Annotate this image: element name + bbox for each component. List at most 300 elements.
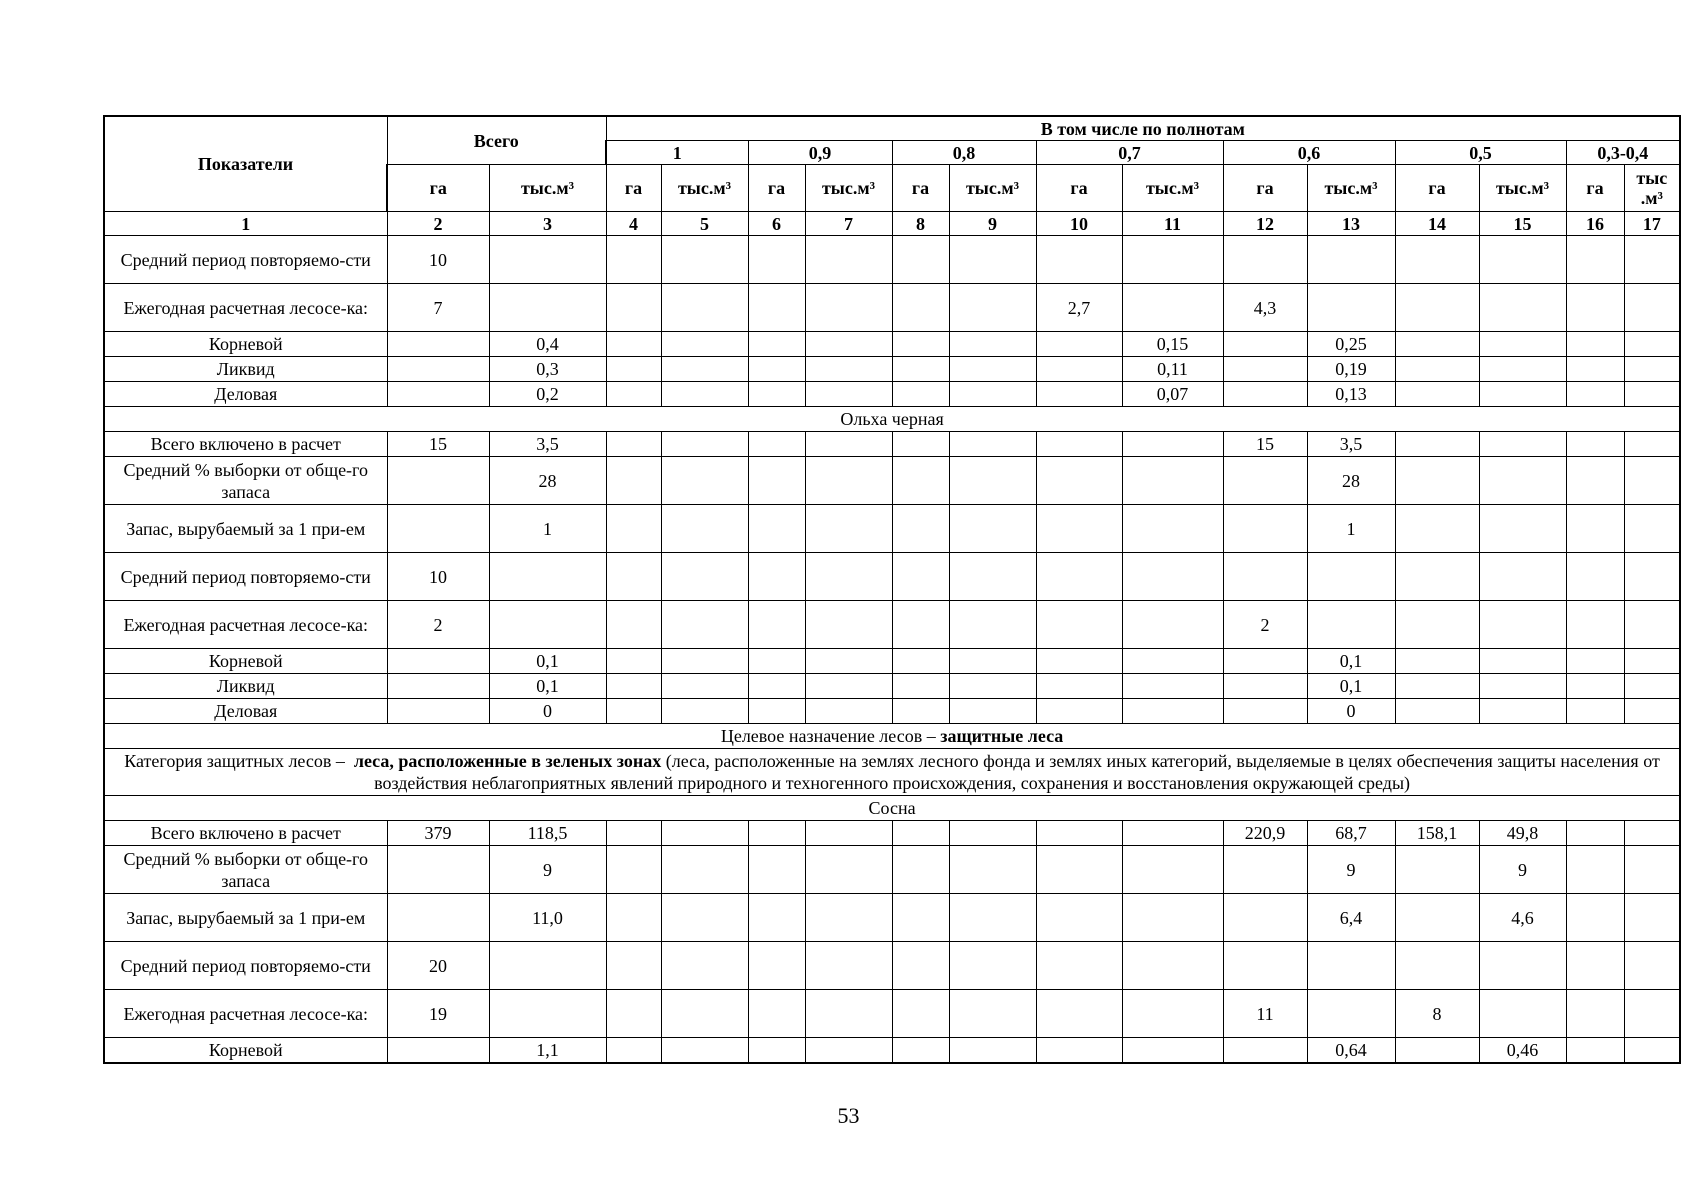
column-number: 10 xyxy=(1036,212,1122,236)
table-cell xyxy=(1395,894,1479,942)
table-cell xyxy=(1036,649,1122,674)
forest-purpose xyxy=(104,724,1680,749)
table-cell xyxy=(1395,357,1479,382)
table-cell xyxy=(805,674,892,699)
table-cell xyxy=(1122,432,1223,457)
table-cell xyxy=(661,357,748,382)
table-cell xyxy=(489,990,606,1038)
table-cell xyxy=(949,821,1036,846)
table-cell xyxy=(949,432,1036,457)
table-cell xyxy=(805,553,892,601)
table-cell xyxy=(1036,601,1122,649)
table-cell: 10 xyxy=(387,236,489,284)
table-cell xyxy=(1036,699,1122,724)
table-cell xyxy=(1307,990,1395,1038)
unit-volume: тыс.м³ xyxy=(1479,165,1566,212)
table-cell: 9 xyxy=(1307,846,1395,894)
table-cell xyxy=(805,284,892,332)
density-header: 0,3-0,4 xyxy=(1566,141,1680,165)
table-cell xyxy=(1566,457,1624,505)
row-label: Запас, вырубаемый за 1 при-ем xyxy=(104,894,387,942)
table-cell xyxy=(1223,942,1307,990)
table-cell xyxy=(1036,990,1122,1038)
table-cell xyxy=(489,236,606,284)
table-cell xyxy=(805,382,892,407)
table-cell: 15 xyxy=(1223,432,1307,457)
table-cell xyxy=(606,236,661,284)
table-cell xyxy=(892,332,949,357)
table-cell xyxy=(489,942,606,990)
table-cell xyxy=(1566,674,1624,699)
table-cell xyxy=(1395,601,1479,649)
table-cell xyxy=(892,284,949,332)
table-cell xyxy=(1307,284,1395,332)
header-total: Всего xyxy=(387,116,606,165)
table-cell: 0,1 xyxy=(1307,649,1395,674)
unit-ha: га xyxy=(606,165,661,212)
table-cell: 11,0 xyxy=(489,894,606,942)
table-cell: 0,1 xyxy=(1307,674,1395,699)
unit-volume: тыс.м³ xyxy=(489,165,606,212)
row-label: Деловая xyxy=(104,699,387,724)
table-cell: 0,3 xyxy=(489,357,606,382)
table-cell: 6,4 xyxy=(1307,894,1395,942)
table-cell: 1 xyxy=(489,505,606,553)
table-cell xyxy=(1479,990,1566,1038)
table-cell xyxy=(892,990,949,1038)
purpose-prefix: Целевое назначение лесов – xyxy=(720,726,941,746)
table-cell xyxy=(1624,357,1680,382)
table-cell xyxy=(1395,942,1479,990)
table-cell xyxy=(661,432,748,457)
table-cell xyxy=(805,699,892,724)
table-cell xyxy=(1566,382,1624,407)
column-number: 16 xyxy=(1566,212,1624,236)
table-cell: 19 xyxy=(387,990,489,1038)
table-cell xyxy=(1479,674,1566,699)
table-cell: 0,25 xyxy=(1307,332,1395,357)
table-cell: 0 xyxy=(1307,699,1395,724)
table-cell xyxy=(805,432,892,457)
row-label: Средний период повторяемо-сти xyxy=(104,942,387,990)
row-label: Средний период повторяемо-сти xyxy=(104,553,387,601)
unit-volume: тыс .м³ xyxy=(1624,165,1680,212)
table-cell xyxy=(606,942,661,990)
table-cell: 0,13 xyxy=(1307,382,1395,407)
table-cell xyxy=(1395,432,1479,457)
column-number: 11 xyxy=(1122,212,1223,236)
table-cell xyxy=(606,674,661,699)
table-cell: 0,07 xyxy=(1122,382,1223,407)
table-row xyxy=(104,649,1680,674)
table-cell xyxy=(805,457,892,505)
unit-ha: га xyxy=(387,165,489,212)
table-cell xyxy=(661,1038,748,1064)
column-number: 2 xyxy=(387,212,489,236)
table-cell: 8 xyxy=(1395,990,1479,1038)
column-number: 3 xyxy=(489,212,606,236)
table-cell xyxy=(606,821,661,846)
table-cell xyxy=(1036,942,1122,990)
table-cell xyxy=(606,553,661,601)
table-cell xyxy=(892,457,949,505)
table-cell xyxy=(387,846,489,894)
column-number: 14 xyxy=(1395,212,1479,236)
table-cell xyxy=(1122,674,1223,699)
forest-harvest-table xyxy=(103,115,1681,1064)
table-cell xyxy=(949,457,1036,505)
table-body xyxy=(104,236,1680,1064)
table-cell xyxy=(1479,649,1566,674)
section-row xyxy=(104,407,1680,432)
column-number: 12 xyxy=(1223,212,1307,236)
unit-volume: тыс.м³ xyxy=(949,165,1036,212)
table-row xyxy=(104,553,1680,601)
column-number: 13 xyxy=(1307,212,1395,236)
unit-ha: га xyxy=(1395,165,1479,212)
unit-volume: тыс.м³ xyxy=(661,165,748,212)
table-cell xyxy=(661,382,748,407)
table-cell xyxy=(606,894,661,942)
table-cell xyxy=(892,382,949,407)
table-cell xyxy=(1566,553,1624,601)
table-cell xyxy=(606,332,661,357)
table-cell xyxy=(1036,505,1122,553)
table-cell xyxy=(1036,821,1122,846)
table-cell xyxy=(1624,821,1680,846)
table-cell xyxy=(1223,699,1307,724)
table-row xyxy=(104,457,1680,505)
density-header: 0,9 xyxy=(748,141,892,165)
table-cell xyxy=(661,942,748,990)
table-cell xyxy=(748,382,805,407)
table-cell xyxy=(1122,821,1223,846)
table-cell xyxy=(949,990,1036,1038)
table-cell xyxy=(892,699,949,724)
table-cell xyxy=(1624,942,1680,990)
table-cell xyxy=(387,649,489,674)
table-cell xyxy=(1223,649,1307,674)
table-cell xyxy=(661,699,748,724)
table-cell xyxy=(1479,942,1566,990)
table-cell xyxy=(1566,1038,1624,1064)
table-cell xyxy=(1479,699,1566,724)
table-cell xyxy=(748,894,805,942)
table-cell xyxy=(1223,357,1307,382)
table-cell xyxy=(1624,674,1680,699)
table-cell: 9 xyxy=(1479,846,1566,894)
table-cell xyxy=(892,236,949,284)
table-cell xyxy=(949,674,1036,699)
table-cell xyxy=(1307,553,1395,601)
table-cell xyxy=(1223,846,1307,894)
table-cell: 0,1 xyxy=(489,674,606,699)
table-cell xyxy=(1307,601,1395,649)
table-cell xyxy=(1395,846,1479,894)
table-cell: 118,5 xyxy=(489,821,606,846)
table-cell: 0,11 xyxy=(1122,357,1223,382)
table-cell xyxy=(748,357,805,382)
table-cell xyxy=(1479,553,1566,601)
table-cell xyxy=(1395,553,1479,601)
table-cell xyxy=(661,990,748,1038)
table-cell xyxy=(949,649,1036,674)
table-cell xyxy=(606,699,661,724)
table-cell xyxy=(1566,846,1624,894)
table-cell xyxy=(805,821,892,846)
table-cell xyxy=(606,382,661,407)
table-cell xyxy=(1566,236,1624,284)
row-label: Всего включено в расчет xyxy=(104,432,387,457)
table-cell xyxy=(1479,357,1566,382)
table-cell xyxy=(1566,601,1624,649)
table-cell xyxy=(1036,1038,1122,1064)
density-header: 0,8 xyxy=(892,141,1036,165)
table-cell: 49,8 xyxy=(1479,821,1566,846)
table-cell xyxy=(1566,432,1624,457)
section-title: Сосна xyxy=(104,796,1680,821)
column-number: 9 xyxy=(949,212,1036,236)
table-row xyxy=(104,1038,1680,1064)
table-cell: 28 xyxy=(489,457,606,505)
row-label: Корневой xyxy=(104,332,387,357)
table-cell xyxy=(1122,505,1223,553)
header-by-density: В том числе по полнотам xyxy=(606,116,1680,141)
table-cell xyxy=(1122,553,1223,601)
table-cell xyxy=(606,505,661,553)
table-cell: 20 xyxy=(387,942,489,990)
table-cell: 9 xyxy=(489,846,606,894)
column-number: 5 xyxy=(661,212,748,236)
table-cell xyxy=(387,1038,489,1064)
table-cell xyxy=(805,601,892,649)
table-cell xyxy=(949,699,1036,724)
table-cell xyxy=(1036,382,1122,407)
table-cell xyxy=(1036,894,1122,942)
table-cell xyxy=(606,432,661,457)
table-cell xyxy=(661,821,748,846)
table-row xyxy=(104,894,1680,942)
table-cell xyxy=(1624,332,1680,357)
table-cell xyxy=(805,332,892,357)
table-cell xyxy=(1036,357,1122,382)
table-cell xyxy=(1395,236,1479,284)
table-cell xyxy=(892,432,949,457)
table-cell xyxy=(805,649,892,674)
table-cell xyxy=(1566,332,1624,357)
table-cell xyxy=(1395,382,1479,407)
table-cell xyxy=(892,649,949,674)
table-cell xyxy=(1036,457,1122,505)
column-number: 15 xyxy=(1479,212,1566,236)
table-cell: 2 xyxy=(387,601,489,649)
table-cell xyxy=(892,553,949,601)
table-cell xyxy=(1479,505,1566,553)
table-cell xyxy=(748,942,805,990)
column-number: 6 xyxy=(748,212,805,236)
table-cell xyxy=(748,432,805,457)
table-cell xyxy=(1624,382,1680,407)
purpose-value: защитные леса xyxy=(940,726,1064,746)
table-cell: 158,1 xyxy=(1395,821,1479,846)
table-cell xyxy=(661,505,748,553)
table-cell xyxy=(1307,942,1395,990)
table-cell xyxy=(606,1038,661,1064)
table-cell xyxy=(1036,332,1122,357)
table-cell xyxy=(387,894,489,942)
unit-ha: га xyxy=(1223,165,1307,212)
table-cell: 379 xyxy=(387,821,489,846)
table-cell xyxy=(1624,457,1680,505)
table-cell xyxy=(1624,894,1680,942)
table-cell: 0,4 xyxy=(489,332,606,357)
table-cell xyxy=(1395,505,1479,553)
table-cell xyxy=(1624,236,1680,284)
table-cell xyxy=(661,236,748,284)
table-row xyxy=(104,382,1680,407)
table-cell xyxy=(1624,699,1680,724)
table-cell xyxy=(1122,942,1223,990)
table-cell xyxy=(1566,284,1624,332)
section-title: Ольха черная xyxy=(104,407,1680,432)
table-cell xyxy=(661,846,748,894)
table-cell xyxy=(1479,284,1566,332)
table-cell: 0 xyxy=(489,699,606,724)
table-cell xyxy=(892,846,949,894)
table-cell xyxy=(1395,332,1479,357)
unit-ha: га xyxy=(1566,165,1624,212)
table-cell xyxy=(1395,649,1479,674)
table-cell xyxy=(1624,284,1680,332)
table-cell xyxy=(1122,284,1223,332)
table-cell xyxy=(1122,990,1223,1038)
table-cell xyxy=(949,846,1036,894)
table-cell xyxy=(1395,457,1479,505)
density-header: 1 xyxy=(606,141,748,165)
table-cell xyxy=(949,505,1036,553)
table-cell xyxy=(1307,236,1395,284)
column-number: 7 xyxy=(805,212,892,236)
table-cell xyxy=(1566,699,1624,724)
table-cell xyxy=(1624,553,1680,601)
row-label: Ежегодная расчетная лесосе-ка: xyxy=(104,601,387,649)
table-cell xyxy=(1122,601,1223,649)
row-label: Запас, вырубаемый за 1 при-ем xyxy=(104,505,387,553)
table-cell xyxy=(661,332,748,357)
table-cell xyxy=(805,894,892,942)
table-cell xyxy=(949,553,1036,601)
table-cell xyxy=(748,699,805,724)
table-cell xyxy=(1036,553,1122,601)
table-cell xyxy=(1395,1038,1479,1064)
table-cell xyxy=(892,821,949,846)
table-cell xyxy=(1479,457,1566,505)
table-cell xyxy=(805,846,892,894)
unit-ha: га xyxy=(892,165,949,212)
table-cell: 220,9 xyxy=(1223,821,1307,846)
table-cell xyxy=(489,601,606,649)
table-cell xyxy=(1566,821,1624,846)
table-cell xyxy=(1122,649,1223,674)
table-cell: 2,7 xyxy=(1036,284,1122,332)
table-cell xyxy=(1624,649,1680,674)
table-cell xyxy=(1036,674,1122,699)
table-row xyxy=(104,601,1680,649)
table-cell xyxy=(661,601,748,649)
table-cell xyxy=(1122,1038,1223,1064)
table-cell xyxy=(805,505,892,553)
table-cell: 0,19 xyxy=(1307,357,1395,382)
table-cell xyxy=(1566,649,1624,674)
table-cell xyxy=(1223,553,1307,601)
table-cell xyxy=(748,236,805,284)
table-cell xyxy=(387,332,489,357)
table-cell xyxy=(748,505,805,553)
density-header: 0,6 xyxy=(1223,141,1395,165)
table-cell xyxy=(1479,332,1566,357)
table-cell: 0,1 xyxy=(489,649,606,674)
table-cell xyxy=(748,601,805,649)
section-row xyxy=(104,796,1680,821)
table-row xyxy=(104,699,1680,724)
table-cell xyxy=(892,894,949,942)
table-cell xyxy=(1122,457,1223,505)
table-cell xyxy=(805,1038,892,1064)
table-cell: 11 xyxy=(1223,990,1307,1038)
table-cell xyxy=(949,942,1036,990)
table-cell xyxy=(387,457,489,505)
table-cell xyxy=(748,553,805,601)
row-label: Ежегодная расчетная лесосе-ка: xyxy=(104,284,387,332)
table-cell xyxy=(892,601,949,649)
table-cell xyxy=(949,1038,1036,1064)
table-cell xyxy=(1223,236,1307,284)
table-cell xyxy=(1122,894,1223,942)
row-label: Всего включено в расчет xyxy=(104,821,387,846)
table-cell xyxy=(1566,990,1624,1038)
table-cell xyxy=(748,1038,805,1064)
table-cell xyxy=(489,284,606,332)
table-cell xyxy=(748,674,805,699)
table-cell xyxy=(949,236,1036,284)
table-cell xyxy=(1566,357,1624,382)
table-cell: 1,1 xyxy=(489,1038,606,1064)
column-number: 1 xyxy=(104,212,387,236)
table-cell xyxy=(892,357,949,382)
table-cell xyxy=(1624,990,1680,1038)
table-row xyxy=(104,236,1680,284)
table-cell xyxy=(748,649,805,674)
table-row xyxy=(104,284,1680,332)
table-cell xyxy=(1223,1038,1307,1064)
table-cell xyxy=(748,457,805,505)
table-cell xyxy=(1223,505,1307,553)
table-cell xyxy=(1624,432,1680,457)
table-cell xyxy=(387,674,489,699)
table-cell: 0,46 xyxy=(1479,1038,1566,1064)
header-indicators: Показатели xyxy=(104,116,387,212)
table-row xyxy=(104,332,1680,357)
table-cell xyxy=(748,284,805,332)
table-cell xyxy=(489,553,606,601)
table-cell xyxy=(1479,432,1566,457)
table-cell xyxy=(1223,894,1307,942)
table-cell xyxy=(387,357,489,382)
table-cell xyxy=(1036,432,1122,457)
table-cell: 4,6 xyxy=(1479,894,1566,942)
table-row xyxy=(104,357,1680,382)
table-cell xyxy=(1036,236,1122,284)
